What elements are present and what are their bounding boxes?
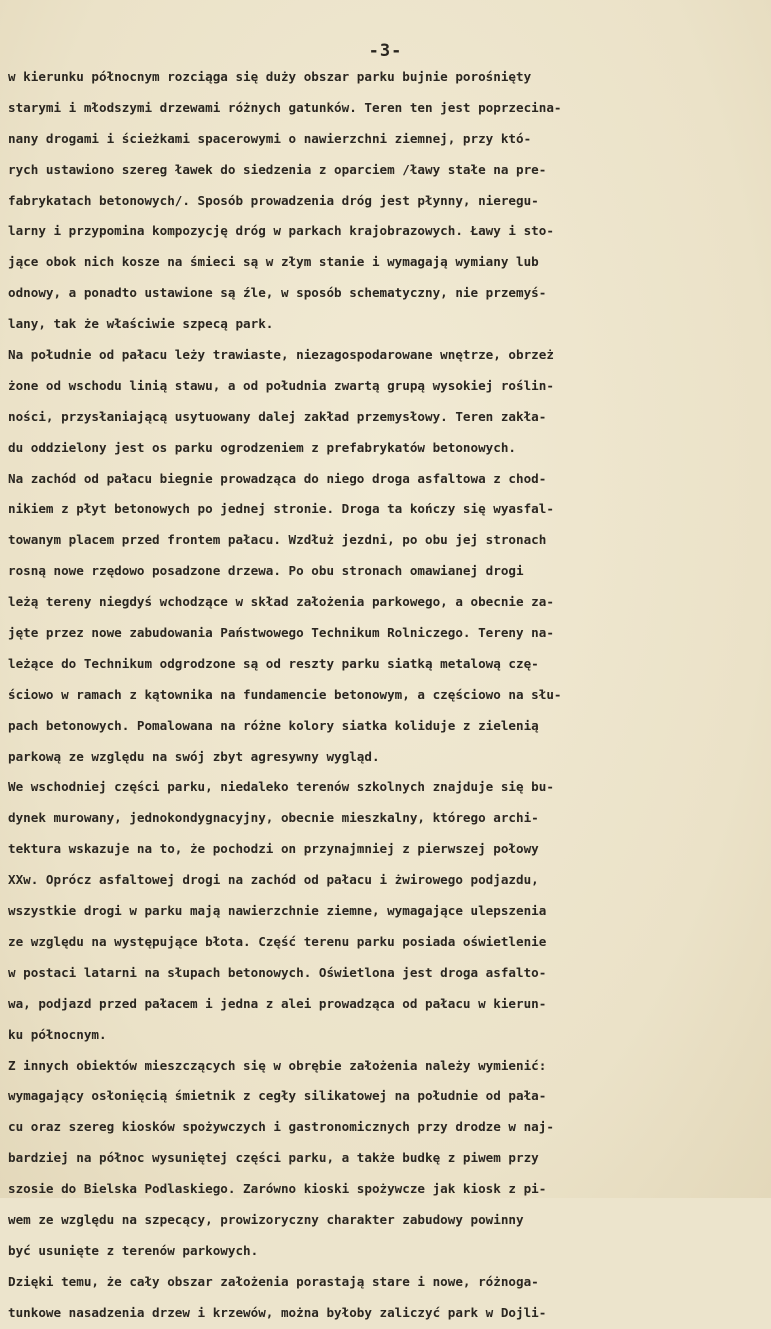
text-line: rych ustawiono szereg ławek do siedzenia z oparciem /ławy stałe na pre-: [8, 161, 547, 177]
text-line: ze względu na występujące błota. Część terenu parku posiada oświetlenie: [8, 933, 547, 949]
text-line: odnowy, a ponadto ustawione są źle, w sposób schematyczny, nie przemyś-: [8, 285, 547, 301]
text-line: leżące do Technikum odgrodzone są od reszty parku siatką metalową czę-: [8, 655, 539, 671]
text-line: Z innych obiektów mieszczących się w obrębie założenia należy wymienić:: [8, 1057, 547, 1073]
text-line: bardziej na północ wysuniętej części parku, a także budkę z piwem przy: [8, 1150, 539, 1166]
text-line: Na zachód od pałacu biegnie prowadząca do niego droga asfaltowa z chod-: [8, 470, 547, 486]
text-line: nikiem z płyt betonowych po jednej stronie. Droga ta kończy się wyasfal-: [8, 501, 554, 517]
text-line: wszystkie drogi w parku mają nawierzchnie ziemne, wymagające ulepszenia: [8, 903, 547, 919]
text-line: parkową ze względu na swój zbyt agresywny wygląd.: [8, 748, 380, 764]
text-line: We wschodniej części parku, niedaleko terenów szkolnych znajduje się bu-: [8, 779, 554, 795]
text-line: cu oraz szereg kiosków spożywczych i gastronomicznych przy drodze w naj-: [8, 1119, 554, 1135]
text-line: rosną nowe rzędowo posadzone drzewa. Po obu stronach omawianej drogi: [8, 563, 524, 579]
text-line: w postaci latarni na słupach betonowych. Oświetlona jest droga asfalto-: [8, 964, 547, 980]
text-line: Dzięki temu, że cały obszar założenia porastają stare i nowe, różnoga-: [8, 1273, 539, 1289]
page-number: -3-: [368, 41, 403, 61]
text-line: starymi i młodszymi drzewami różnych gatunków. Teren ten jest poprzecina-: [8, 99, 562, 115]
text-line: larny i przypomina kompozycję dróg w parkach krajobrazowych. Ławy i sto-: [8, 223, 554, 239]
text-line: w kierunku północnym rozciąga się duży obszar parku bujnie porośnięty: [8, 69, 532, 84]
text-line: wymagający osłonięcią śmietnik z cegły silikatowej na południe od pała-: [8, 1088, 547, 1104]
text-line: towanym placem przed frontem pałacu. Wzdłuż jezdni, po obu jej stronach: [8, 532, 547, 548]
text-line: jęte przez nowe zabudowania Państwowego Technikum Rolniczego. Tereny na-: [8, 625, 554, 641]
text-line: szosie do Bielska Podlaskiego. Zarówno kioski spożywcze jak kiosk z pi-: [8, 1181, 547, 1197]
text-line: być usunięte z terenów parkowych.: [8, 1242, 259, 1258]
text-line: żone od wschodu linią stawu, a od południa zwartą grupą wysokiej roślin-: [8, 377, 554, 393]
text-line: dynek murowany, jednokondygnacyjny, obecnie mieszkalny, którego archi-: [8, 810, 539, 826]
text-line: ności, przysłaniającą usytuowany dalej zakład przemysłowy. Teren zakła-: [8, 408, 547, 424]
text-line: wem ze względu na szpecący, prowizoryczny charakter zabudowy powinny: [8, 1211, 524, 1227]
text-line: leżą tereny niegdyś wchodzące w skład założenia parkowego, a obecnie za-: [8, 594, 554, 610]
text-line: ku północnym.: [8, 1026, 107, 1042]
text-line: wa, podjazd przed pałacem i jedna z alei prowadząca od pałacu w kierun-: [8, 995, 547, 1011]
text-line: tektura wskazuje na to, że pochodzi on przynajmniej z pierwszej połowy: [8, 841, 539, 857]
text-line: XXw. Oprócz asfaltowej drogi na zachód od pałacu i żwirowego podjazdu,: [8, 872, 539, 888]
text-line: lany, tak że właściwie szpecą park.: [8, 316, 274, 332]
text-line: pach betonowych. Pomalowana na różne kolory siatka koliduje z zielenią: [8, 717, 539, 733]
text-line: nany drogami i ścieżkami spacerowymi o nawierzchni ziemnej, przy któ-: [8, 130, 532, 146]
text-line: Na południe od pałacu leży trawiaste, niezagospodarowane wnętrze, obrzeż: [8, 347, 554, 363]
text-line: jące obok nich kosze na śmieci są w złym stanie i wymagają wymiany lub: [8, 254, 539, 270]
text-line: ściowo w ramach z kątownika na fundamencie betonowym, a częściowo na słu-: [8, 686, 562, 702]
text-line: du oddzielony jest os parku ogrodzeniem z prefabrykatów betonowych.: [8, 439, 516, 455]
text-line: tunkowe nasadzenia drzew i krzewów, można byłoby zaliczyć park w Dojli-: [8, 1304, 547, 1320]
text-line: fabrykatach betonowych/. Sposób prowadzenia dróg jest płynny, nieregu-: [8, 192, 539, 208]
body-text: [8, 62, 768, 1329]
